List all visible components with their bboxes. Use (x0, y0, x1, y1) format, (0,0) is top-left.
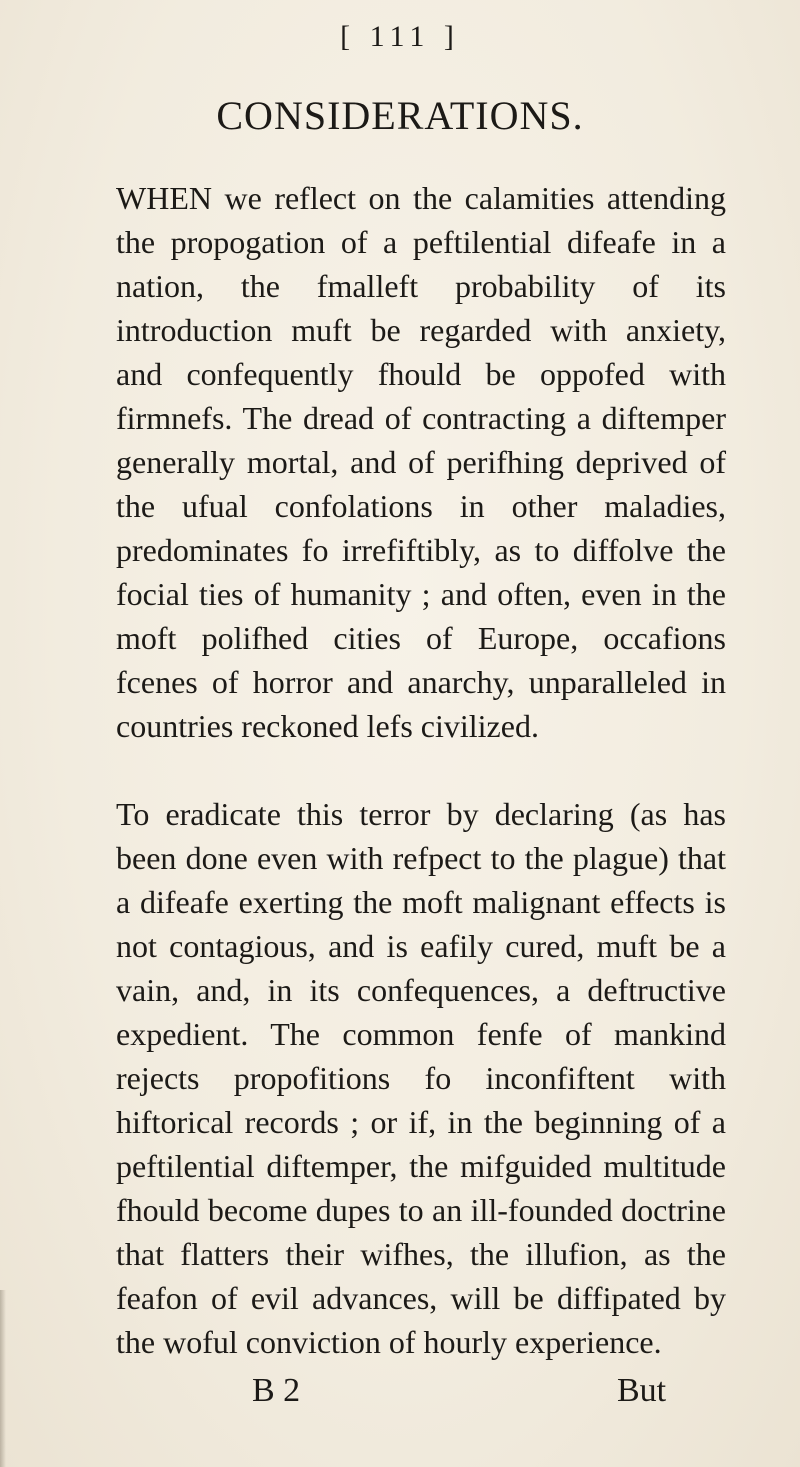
paragraph: To eradicate this terror by declaring (as has been done even with refpect to the plague) that a difeafe exerting the moft malignant effects is not contagious, and is eafily cured, muft be a vain, and, in its confequences, a deftructive expedient. The common fenfe of mankind rejects propofitions fo inconfiftent with hiftorical records ; or if, in the beginning of a peftilential diftemper, the mifguided multitude fhould become dupes to an ill-founded doctrine that flatters their wifhes, the illufion, as the feafon of evil advances, will be diffipated by the woful conviction of hourly experience. (116, 796, 726, 1360)
binding-shadow (0, 1290, 6, 1467)
page-number: [ 111 ] (340, 20, 460, 53)
page-title: CONSIDERATIONS. (216, 93, 584, 138)
paragraph: WHEN we reflect on the calamities attending the propogation of a peftilential difeafe in a nation, the fmalleft probability of its introduction muft be regarded with anxiety, and confequently fhould be oppofed with firmnefs. The dread of contracting a diftemper generally mortal, and of perifhing deprived of the ufual confolations in other maladies, predominates fo irrefiftibly, as to diffolve the focial ties of humanity ; and often, even in the moft polifhed cities of Europe, occafions fcenes of horror and anarchy, unparalleled in countries reckoned lefs civilized. (116, 180, 726, 744)
body-text (116, 176, 726, 1364)
page-footer (0, 1372, 800, 1422)
catchword: But (617, 1372, 667, 1409)
signature-mark: B 2 (252, 1372, 301, 1409)
